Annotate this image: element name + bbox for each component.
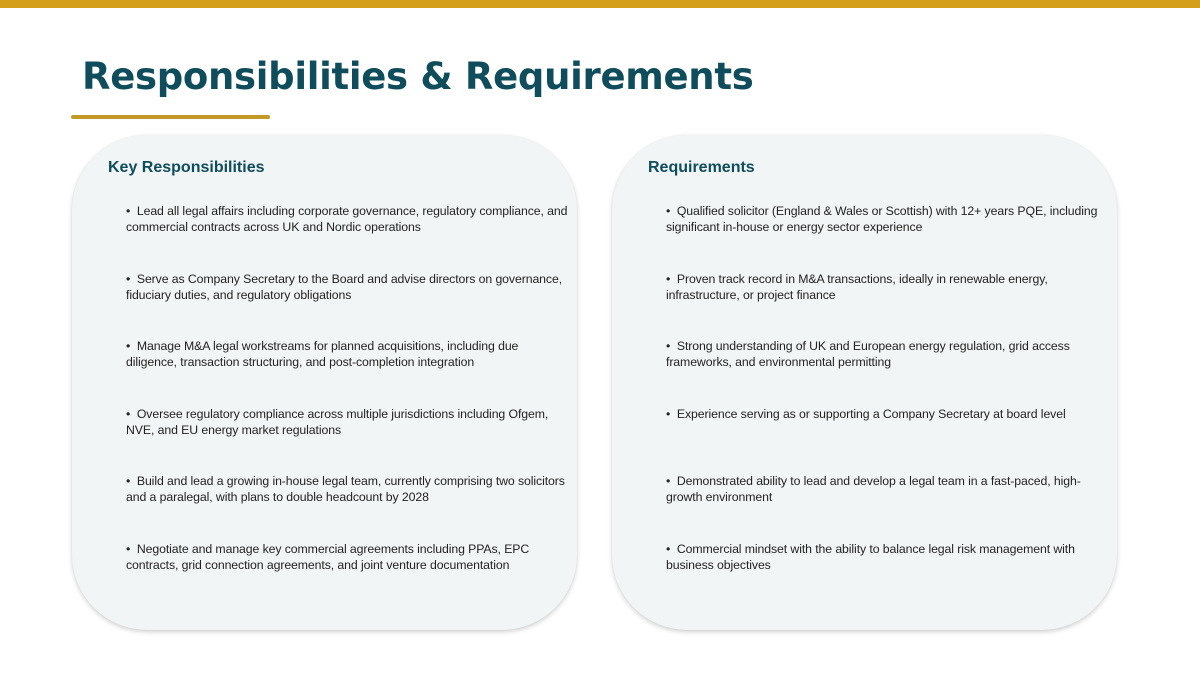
list-item-text: Demonstrated ability to lead and develop a legal team in a fast-paced, high-growth environment	[666, 474, 1081, 504]
list-item-text: Oversee regulatory compliance across multiple jurisdictions including Ofgem, NVE, and EU energy market regulations	[126, 406, 549, 437]
bullet-icon: •	[126, 541, 137, 556]
page-title: Responsibilities & Requirements	[82, 55, 754, 98]
bullet-icon: •	[666, 541, 677, 556]
list-item-text: Lead all legal affairs including corporate governance, regulatory compliance, and commercial contracts across UK and Nordic operations	[126, 204, 568, 234]
list-item	[666, 473, 1111, 541]
list-item	[666, 406, 1111, 474]
responsibilities-heading: Key Responsibilities	[108, 159, 265, 176]
list-item	[126, 541, 571, 609]
list-item-text: Serve as Company Secretary to the Board and advise directors on governance, fiduciary duties, and regulatory obligations	[126, 271, 563, 302]
list-item	[666, 271, 1111, 339]
requirements-list	[666, 203, 1111, 608]
responsibilities-list	[126, 203, 571, 608]
list-item	[126, 338, 571, 406]
bullet-icon: •	[126, 204, 137, 218]
list-item-text: Negotiate and manage key commercial agreements including PPAs, EPC contracts, grid connection agreements, and joint venture documentation	[126, 541, 530, 572]
responsibilities-card	[72, 135, 577, 630]
list-item-text: Proven track record in M&A transactions, ideally in renewable energy, infrastructure, or project finance	[666, 271, 1048, 302]
list-item-text: Manage M&A legal workstreams for planned acquisitions, including due diligence, transaction structuring, and post-completion integration	[126, 339, 519, 369]
bullet-icon: •	[666, 339, 677, 353]
title-underline	[71, 115, 270, 119]
list-item	[126, 473, 571, 541]
list-item	[126, 406, 571, 474]
bullet-icon: •	[666, 204, 677, 218]
bullet-icon: •	[126, 474, 137, 488]
list-item	[666, 541, 1111, 609]
bullet-icon: •	[126, 271, 137, 286]
list-item-text: Strong understanding of UK and European energy regulation, grid access frameworks, and environmental permitting	[666, 339, 1070, 369]
bullet-icon: •	[126, 339, 137, 353]
list-item	[666, 338, 1111, 406]
list-item	[126, 271, 571, 339]
list-item	[126, 203, 571, 271]
list-item-text: Commercial mindset with the ability to balance legal risk management with business objectives	[666, 541, 1075, 572]
bullet-icon: •	[126, 406, 137, 421]
bullet-icon: •	[666, 271, 677, 286]
requirements-card	[612, 135, 1117, 630]
bullet-icon: •	[666, 406, 677, 421]
list-item-text: Qualified solicitor (England & Wales or Scottish) with 12+ years PQE, including significant in-house or energy sector experience	[666, 204, 1098, 234]
bullet-icon: •	[666, 474, 677, 488]
list-item-text: Experience serving as or supporting a Company Secretary at board level	[676, 406, 1066, 421]
list-item-text: Build and lead a growing in-house legal team, currently comprising two solicitors and a paralegal, with plans to double headcount by 2028	[126, 474, 565, 504]
top-accent-bar	[0, 0, 1200, 8]
requirements-heading: Requirements	[648, 159, 755, 176]
list-item	[666, 203, 1111, 271]
